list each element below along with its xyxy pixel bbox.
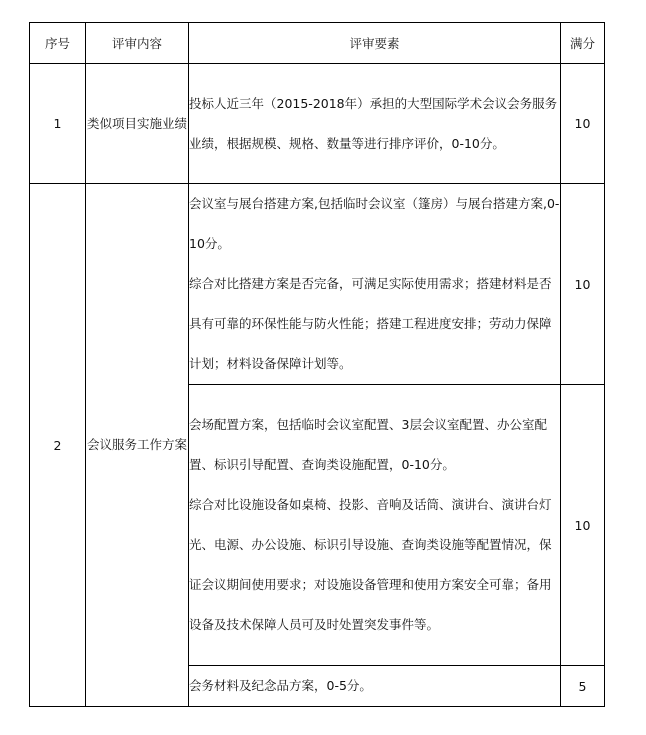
requirement-text: 会场配置方案，包括临时会议室配置、3层会议室配置、办公室配置、标识引导配置、查询类设施配置，0-10分。 <box>189 417 547 472</box>
requirement-cell <box>189 666 561 707</box>
requirement-text: 综合对比设施设备如桌椅、投影、音响及话筒、演讲台、演讲台灯光、电源、办公设施、标识引导设施、查询类设施等配置情况，保证会议期间使用要求；对设施设备管理和使用方案安全可靠；备用设备及技术保障人员可及时处置突发事件等。 <box>189 497 552 632</box>
requirement-text: 综合对比搭建方案是否完备，可满足实际使用需求；搭建材料是否具有可靠的环保性能与防火性能；搭建工程进度安排；劳动力保障计划；材料设备保障计划等。 <box>189 276 552 371</box>
score-cell: 10 <box>561 184 605 385</box>
table-row <box>30 184 605 385</box>
header-index: 序号 <box>30 23 86 64</box>
requirement-cell <box>189 184 561 385</box>
requirement-cell <box>189 385 561 666</box>
requirement-text: 会务材料及纪念品方案，0-5分。 <box>189 678 372 693</box>
row-index: 2 <box>30 184 86 707</box>
table-row <box>30 64 605 184</box>
requirement-text: 会议室与展台搭建方案,包括临时会议室（篷房）与展台搭建方案,0-10分。 <box>189 196 560 251</box>
score-cell: 10 <box>561 385 605 666</box>
row-index: 1 <box>30 64 86 184</box>
requirement-cell <box>189 64 561 184</box>
table-header-row <box>30 23 605 64</box>
requirement-text: 投标人近三年（2015-2018年）承担的大型国际学术会议会务服务业绩，根据规模、规格、数量等进行排序评价，0-10分。 <box>189 95 558 151</box>
score-cell: 5 <box>561 666 605 707</box>
score-cell: 10 <box>561 64 605 184</box>
header-category: 评审内容 <box>86 23 189 64</box>
header-full-score: 满分 <box>561 23 605 64</box>
row-category: 会议服务工作方案 <box>86 184 189 707</box>
row-category: 类似项目实施业绩 <box>86 64 189 184</box>
header-requirements: 评审要素 <box>189 23 561 64</box>
scoring-table <box>29 22 605 707</box>
